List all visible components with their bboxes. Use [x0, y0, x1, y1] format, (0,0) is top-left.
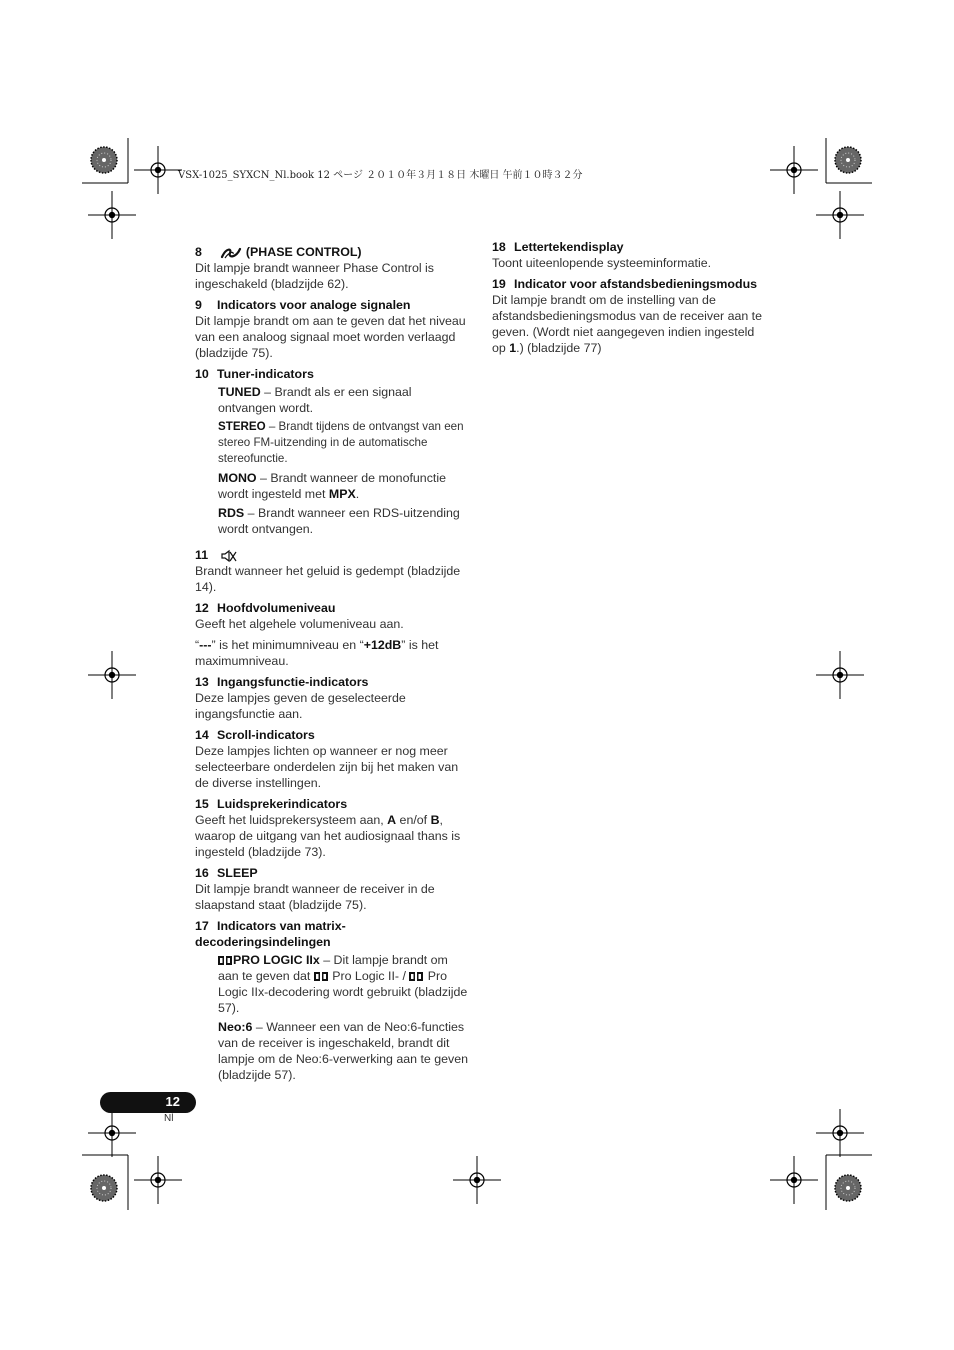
item-heading: 17 Indicators van matrix-decoderingsindelingen [195, 919, 346, 949]
item-body: Deze lampjes geven de geselecteerde ingangsfunctie aan. [195, 691, 406, 721]
dolby-double-d-icon [409, 972, 423, 981]
item-heading: 11 [195, 547, 469, 563]
volume-range-text: “---” is het minimumniveau en “+12dB” is het maximumniveau. [195, 638, 439, 668]
dolby-double-d-icon [314, 972, 328, 981]
item-body: Dit lampje brandt wanneer de receiver in de slaapstand staat (bladzijde 75). [195, 882, 435, 912]
page-number-badge [100, 1092, 196, 1113]
phase-control-icon [220, 246, 242, 260]
print-header: VSX-1025_SYXCN_Nl.book 12 ページ ２０１０年３月１８日 木曜日 午前１０時３２分 [178, 170, 583, 181]
item-11 [195, 547, 469, 595]
item-13 [195, 674, 469, 722]
pro-logic-description: PRO LOGIC IIx – Dit lampje brandt om aan te geven dat Pro Logic II- / Pro Logic IIx-decodering wordt gebruikt (bladzijde 57). [218, 953, 468, 1015]
item-body: Dit lampje brandt wanneer Phase Control is ingeschakeld (bladzijde 62). [195, 261, 434, 291]
item-heading: 18 Lettertekendisplay [492, 240, 624, 254]
item-body: Geeft het luidsprekersysteem aan, A en/of B, waarop de uitgang van het audiosignaal thans is ingesteld (bladzijde 73). [195, 813, 461, 859]
item-heading: 14 Scroll-indicators [195, 728, 315, 742]
item-10 [195, 366, 469, 537]
item-body: Dit lampje brandt om de instelling van de afstandsbedieningsmodus van de receiver aan te geven. (Wordt niet aangegeven indien ingesteld op 1.) (bladzijde 77) [492, 293, 763, 355]
item-heading: 19 Indicator voor afstandsbedieningsmodus [492, 277, 758, 291]
item-12 [195, 600, 469, 669]
item-heading: 8 (PHASE CONTROL) [195, 245, 362, 259]
item-body: Dit lampje brandt om aan te geven dat het niveau van een analoog signaal moet worden verlaagd (bladzijde 75). [195, 314, 466, 360]
item-body: Deze lampjes lichten op wanneer er nog meer selecteerbare onderdelen zijn bij het maken van de diverse instellingen. [195, 744, 459, 790]
item-heading: 9 Indicators voor analoge signalen [195, 298, 411, 312]
neo6-description: Neo:6 – Wanneer een van de Neo:6-functies van de receiver is ingeschakeld, brandt dit lampje om de Neo:6-verwerking aan te geven (bladzijde 57). [218, 1020, 469, 1082]
item-17 [195, 918, 469, 1083]
right-column [492, 239, 766, 361]
mono-description: MONO – Brandt wanneer de monofunctie wordt ingesteld met MPX. [218, 471, 446, 501]
item-heading: 16 SLEEP [195, 866, 258, 880]
item-8 [195, 244, 469, 292]
left-column [195, 244, 469, 1088]
item-9 [195, 297, 469, 361]
item-15 [195, 796, 469, 860]
item-14 [195, 727, 469, 791]
item-18 [492, 239, 766, 271]
item-body: Toont uiteenlopende systeeminformatie. [492, 256, 712, 270]
page-number: 12 [165, 1094, 180, 1109]
item-heading: 12 Hoofdvolumeniveau [195, 601, 336, 615]
language-code: Nl [164, 1113, 174, 1124]
item-16 [195, 865, 469, 913]
item-heading: 15 Luidsprekerindicators [195, 797, 348, 811]
item-heading: 10 Tuner-indicators [195, 367, 314, 381]
item-19 [492, 276, 766, 356]
dolby-double-d-icon [218, 956, 232, 965]
stereo-description: STEREO – Brandt tijdens de ontvangst van een stereo FM-uitzending in de automatische stereofunctie. [218, 420, 464, 465]
mute-speaker-icon [220, 549, 238, 563]
rds-description: RDS – Brandt wanneer een RDS-uitzending wordt ontvangen. [218, 506, 460, 536]
item-body: Geeft het algehele volumeniveau aan. [195, 617, 404, 631]
item-body: Brandt wanneer het geluid is gedempt (bladzijde 14). [195, 564, 461, 594]
item-heading: 13 Ingangsfunctie-indicators [195, 675, 369, 689]
tuned-description: TUNED – Brandt als er een signaal ontvangen wordt. [218, 385, 412, 415]
